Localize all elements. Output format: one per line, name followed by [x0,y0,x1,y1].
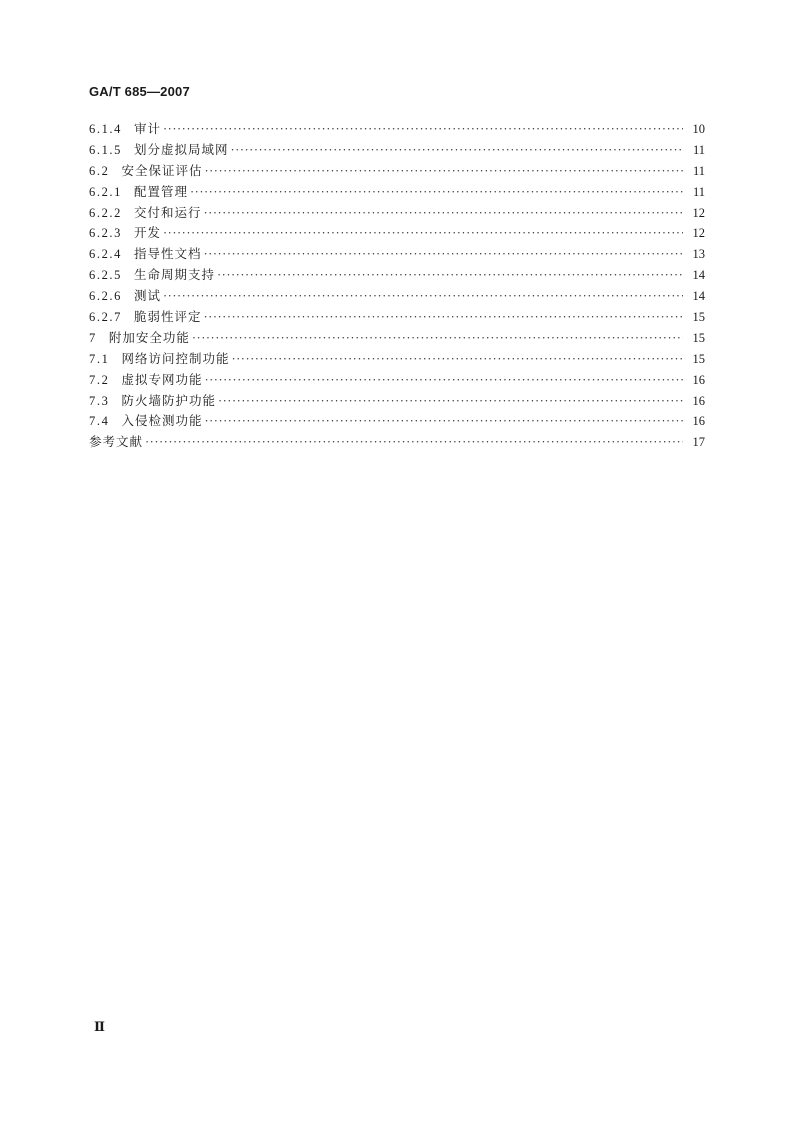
toc-entry-number: 7.2 [89,372,110,387]
toc-entry-page: 15 [692,351,705,366]
toc-leader-dots [163,286,683,307]
toc-entry-number: 6.1.5 [89,142,122,157]
toc-entry-number: 6.2.6 [89,289,122,304]
toc-entry-number: 7.1 [89,351,110,366]
toc-entry-page: 11 [692,163,705,178]
toc-entry-number: 6.2.4 [89,247,122,262]
toc-leader-dots [204,161,683,182]
toc-entry-title: 审计 [134,121,162,136]
toc-entry-page: 11 [692,142,705,157]
toc-entry-page: 11 [692,184,705,199]
toc-entry-number: 6.2.1 [89,184,122,199]
toc-leader-dots [145,432,683,453]
toc-entry-title: 参考文献 [89,434,144,450]
toc-leader-dots [204,411,683,432]
toc-entry-page: 14 [692,268,705,283]
table-of-contents [89,119,705,453]
toc-entry-page: 10 [692,122,705,136]
toc-leader-dots [190,182,683,203]
toc-entry-6-2-4[interactable] [89,244,705,265]
page-number: Ⅱ [94,1019,105,1034]
toc-entry-title: 安全保证评估 [121,162,203,178]
toc-entry-6-2[interactable] [89,161,705,182]
toc-entry-page: 13 [692,247,705,262]
toc-leader-dots [163,223,683,244]
toc-entry-6-2-3[interactable] [89,223,705,244]
toc-entry-number: 7 [89,330,97,345]
toc-entry-number: 6.2 [89,163,110,178]
toc-entry-number: 6.2.7 [89,310,122,325]
toc-entry-number: 6.2.3 [89,226,122,241]
toc-entry-title: 交付和运行 [134,204,202,220]
toc-entry-title: 防火墙防护功能 [121,392,216,408]
toc-entry-title: 指导性文档 [134,246,202,262]
toc-entry-title: 入侵检测功能 [121,413,203,429]
document-id: GA/T 685—2007 [89,84,190,99]
toc-entry-page: 12 [692,205,705,220]
toc-entry-number: 6.2.5 [89,268,122,283]
toc-leader-dots [204,203,683,224]
toc-entry-title: 生命周期支持 [134,267,216,283]
toc-entry-7-2[interactable] [89,370,705,391]
toc-entry-title: 划分虚拟局域网 [134,141,229,157]
toc-entry-references[interactable] [89,432,705,453]
toc-entry-title: 附加安全功能 [108,329,190,345]
toc-entry-7-4[interactable] [89,411,705,432]
toc-entry-title: 脆弱性评定 [134,309,202,325]
toc-entry-7-1[interactable] [89,349,705,370]
toc-entry-number: 7.4 [89,414,110,429]
toc-entry-6-1-4[interactable] [89,119,705,140]
toc-entry-title: 配置管理 [134,183,189,199]
toc-leader-dots [204,244,683,265]
toc-entry-title: 测试 [134,288,162,304]
toc-leader-dots [163,119,683,140]
toc-leader-dots [217,265,683,286]
toc-entry-page: 17 [692,435,705,450]
toc-entry-page: 14 [692,289,705,304]
toc-entry-page: 16 [692,414,705,429]
toc-entry-page: 16 [692,372,705,387]
toc-entry-title: 网络访问控制功能 [121,350,230,366]
toc-entry-page: 12 [692,226,705,241]
toc-entry-number: 7.3 [89,393,110,408]
toc-entry-page: 15 [692,310,705,325]
toc-entry-page: 15 [692,330,705,345]
toc-entry-page: 16 [692,393,705,408]
toc-entry-title: 虚拟专网功能 [121,371,203,387]
toc-leader-dots [204,307,683,328]
toc-entry-title: 开发 [134,225,162,241]
toc-entry-6-2-5[interactable] [89,265,705,286]
toc-entry-7[interactable] [89,328,705,349]
toc-leader-dots [192,328,683,349]
toc-entry-6-2-6[interactable] [89,286,705,307]
toc-entry-6-2-1[interactable] [89,182,705,203]
toc-entry-6-2-2[interactable] [89,203,705,224]
toc-leader-dots [231,140,683,161]
toc-leader-dots [218,391,683,412]
toc-entry-7-3[interactable] [89,391,705,412]
toc-leader-dots [204,370,683,391]
toc-entry-6-2-7[interactable] [89,307,705,328]
toc-entry-number: 6.1.4 [89,122,122,136]
toc-entry-6-1-5[interactable] [89,140,705,161]
toc-entry-number: 6.2.2 [89,205,122,220]
toc-leader-dots [231,349,683,370]
